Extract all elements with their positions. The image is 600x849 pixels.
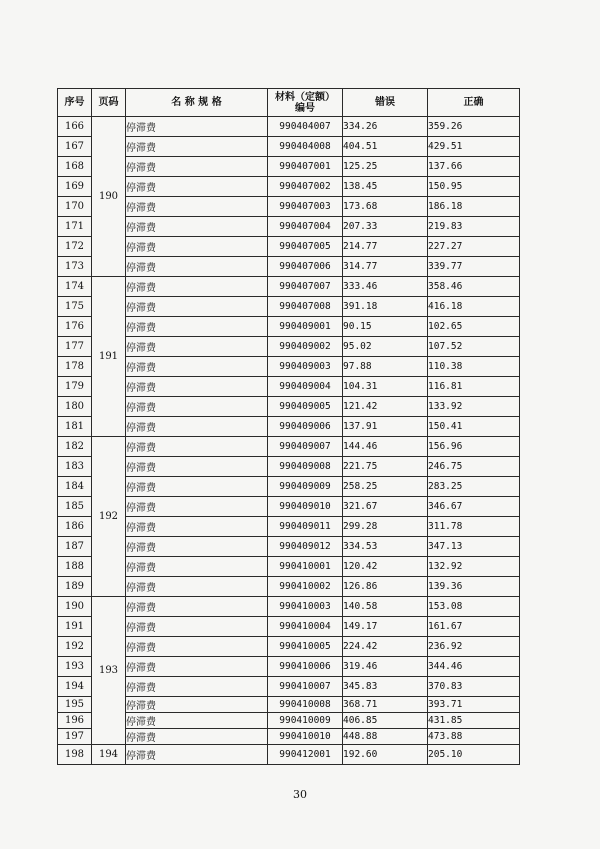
page-group-cell: 190 bbox=[92, 117, 126, 277]
correct-value-cell: 236.92 bbox=[428, 637, 520, 657]
seq-cell: 198 bbox=[58, 745, 92, 765]
table-row bbox=[58, 597, 520, 617]
code-cell: 990410001 bbox=[268, 557, 343, 577]
page-group-cell: 193 bbox=[92, 597, 126, 745]
wrong-value-cell: 207.33 bbox=[343, 217, 428, 237]
correct-value-cell: 133.92 bbox=[428, 397, 520, 417]
correct-value-cell: 416.18 bbox=[428, 297, 520, 317]
name-cell: 停滞费 bbox=[126, 237, 268, 257]
table-row bbox=[58, 517, 520, 537]
wrong-value-cell: 404.51 bbox=[343, 137, 428, 157]
name-cell: 停滞费 bbox=[126, 677, 268, 697]
name-cell: 停滞费 bbox=[126, 637, 268, 657]
name-cell: 停滞费 bbox=[126, 217, 268, 237]
correct-value-cell: 347.13 bbox=[428, 537, 520, 557]
table-row bbox=[58, 217, 520, 237]
table-row bbox=[58, 617, 520, 637]
wrong-value-cell: 126.86 bbox=[343, 577, 428, 597]
wrong-value-cell: 321.67 bbox=[343, 497, 428, 517]
correct-value-cell: 358.46 bbox=[428, 277, 520, 297]
table-row bbox=[58, 157, 520, 177]
code-cell: 990407004 bbox=[268, 217, 343, 237]
name-cell: 停滞费 bbox=[126, 297, 268, 317]
code-cell: 990410009 bbox=[268, 713, 343, 729]
wrong-value-cell: 319.46 bbox=[343, 657, 428, 677]
code-cell: 990410008 bbox=[268, 697, 343, 713]
name-cell: 停滞费 bbox=[126, 457, 268, 477]
header-wrong: 错误 bbox=[343, 89, 428, 117]
table-row bbox=[58, 697, 520, 713]
name-cell: 停滞费 bbox=[126, 197, 268, 217]
correct-value-cell: 150.95 bbox=[428, 177, 520, 197]
name-cell: 停滞费 bbox=[126, 437, 268, 457]
table-row bbox=[58, 677, 520, 697]
seq-cell: 181 bbox=[58, 417, 92, 437]
table-row bbox=[58, 577, 520, 597]
wrong-value-cell: 406.85 bbox=[343, 713, 428, 729]
seq-cell: 171 bbox=[58, 217, 92, 237]
seq-cell: 170 bbox=[58, 197, 92, 217]
seq-cell: 186 bbox=[58, 517, 92, 537]
wrong-value-cell: 221.75 bbox=[343, 457, 428, 477]
table-row bbox=[58, 745, 520, 765]
correct-value-cell: 473.88 bbox=[428, 729, 520, 745]
wrong-value-cell: 138.45 bbox=[343, 177, 428, 197]
correct-value-cell: 346.67 bbox=[428, 497, 520, 517]
correct-value-cell: 393.71 bbox=[428, 697, 520, 713]
seq-cell: 191 bbox=[58, 617, 92, 637]
table-row bbox=[58, 657, 520, 677]
correct-value-cell: 137.66 bbox=[428, 157, 520, 177]
name-cell: 停滞费 bbox=[126, 477, 268, 497]
header-name: 名 称 规 格 bbox=[126, 89, 268, 117]
correct-value-cell: 186.18 bbox=[428, 197, 520, 217]
correct-value-cell: 339.77 bbox=[428, 257, 520, 277]
code-cell: 990407005 bbox=[268, 237, 343, 257]
seq-cell: 178 bbox=[58, 357, 92, 377]
correct-value-cell: 107.52 bbox=[428, 337, 520, 357]
seq-cell: 169 bbox=[58, 177, 92, 197]
correct-value-cell: 219.83 bbox=[428, 217, 520, 237]
seq-cell: 185 bbox=[58, 497, 92, 517]
table-row bbox=[58, 637, 520, 657]
name-cell: 停滞费 bbox=[126, 713, 268, 729]
code-cell: 990404007 bbox=[268, 117, 343, 137]
seq-cell: 189 bbox=[58, 577, 92, 597]
code-cell: 990409012 bbox=[268, 537, 343, 557]
table-row bbox=[58, 713, 520, 729]
name-cell: 停滞费 bbox=[126, 377, 268, 397]
seq-cell: 167 bbox=[58, 137, 92, 157]
header-page: 页码 bbox=[92, 89, 126, 117]
wrong-value-cell: 299.28 bbox=[343, 517, 428, 537]
table-row bbox=[58, 177, 520, 197]
header-code-line2: 编号 bbox=[295, 102, 315, 114]
seq-cell: 187 bbox=[58, 537, 92, 557]
wrong-value-cell: 214.77 bbox=[343, 237, 428, 257]
name-cell: 停滞费 bbox=[126, 617, 268, 637]
table-row bbox=[58, 337, 520, 357]
code-cell: 990410004 bbox=[268, 617, 343, 637]
code-cell: 990410003 bbox=[268, 597, 343, 617]
table-row bbox=[58, 257, 520, 277]
name-cell: 停滞费 bbox=[126, 537, 268, 557]
name-cell: 停滞费 bbox=[126, 497, 268, 517]
code-cell: 990409004 bbox=[268, 377, 343, 397]
code-cell: 990409003 bbox=[268, 357, 343, 377]
wrong-value-cell: 391.18 bbox=[343, 297, 428, 317]
wrong-value-cell: 334.26 bbox=[343, 117, 428, 137]
code-cell: 990409011 bbox=[268, 517, 343, 537]
table-row bbox=[58, 357, 520, 377]
code-cell: 990409002 bbox=[268, 337, 343, 357]
code-cell: 990410007 bbox=[268, 677, 343, 697]
correct-value-cell: 139.36 bbox=[428, 577, 520, 597]
seq-cell: 196 bbox=[58, 713, 92, 729]
table-row bbox=[58, 557, 520, 577]
table-row bbox=[58, 537, 520, 557]
name-cell: 停滞费 bbox=[126, 597, 268, 617]
wrong-value-cell: 140.58 bbox=[343, 597, 428, 617]
seq-cell: 168 bbox=[58, 157, 92, 177]
page-group-cell: 192 bbox=[92, 437, 126, 597]
wrong-value-cell: 97.88 bbox=[343, 357, 428, 377]
code-cell: 990407008 bbox=[268, 297, 343, 317]
seq-cell: 177 bbox=[58, 337, 92, 357]
wrong-value-cell: 258.25 bbox=[343, 477, 428, 497]
table-row bbox=[58, 729, 520, 745]
wrong-value-cell: 368.71 bbox=[343, 697, 428, 713]
correct-value-cell: 110.38 bbox=[428, 357, 520, 377]
name-cell: 停滞费 bbox=[126, 417, 268, 437]
name-cell: 停滞费 bbox=[126, 277, 268, 297]
table-row bbox=[58, 117, 520, 137]
name-cell: 停滞费 bbox=[126, 697, 268, 713]
table-row bbox=[58, 237, 520, 257]
seq-cell: 188 bbox=[58, 557, 92, 577]
seq-cell: 180 bbox=[58, 397, 92, 417]
seq-cell: 173 bbox=[58, 257, 92, 277]
seq-cell: 190 bbox=[58, 597, 92, 617]
wrong-value-cell: 125.25 bbox=[343, 157, 428, 177]
wrong-value-cell: 149.17 bbox=[343, 617, 428, 637]
name-cell: 停滞费 bbox=[126, 557, 268, 577]
table-row bbox=[58, 277, 520, 297]
name-cell: 停滞费 bbox=[126, 397, 268, 417]
correct-value-cell: 359.26 bbox=[428, 117, 520, 137]
code-cell: 990409008 bbox=[268, 457, 343, 477]
code-cell: 990407006 bbox=[268, 257, 343, 277]
name-cell: 停滞费 bbox=[126, 157, 268, 177]
wrong-value-cell: 95.02 bbox=[343, 337, 428, 357]
code-cell: 990409010 bbox=[268, 497, 343, 517]
correct-value-cell: 153.08 bbox=[428, 597, 520, 617]
name-cell: 停滞费 bbox=[126, 117, 268, 137]
page-group-cell: 194 bbox=[92, 745, 126, 765]
name-cell: 停滞费 bbox=[126, 337, 268, 357]
table-row bbox=[58, 317, 520, 337]
code-cell: 990407002 bbox=[268, 177, 343, 197]
seq-cell: 175 bbox=[58, 297, 92, 317]
correct-value-cell: 132.92 bbox=[428, 557, 520, 577]
table-row bbox=[58, 457, 520, 477]
code-cell: 990412001 bbox=[268, 745, 343, 765]
code-cell: 990407007 bbox=[268, 277, 343, 297]
table-row bbox=[58, 417, 520, 437]
page-number: 30 bbox=[293, 788, 307, 801]
wrong-value-cell: 192.60 bbox=[343, 745, 428, 765]
seq-cell: 197 bbox=[58, 729, 92, 745]
page-group-cell: 191 bbox=[92, 277, 126, 437]
correct-value-cell: 431.85 bbox=[428, 713, 520, 729]
name-cell: 停滞费 bbox=[126, 577, 268, 597]
correct-value-cell: 227.27 bbox=[428, 237, 520, 257]
seq-cell: 194 bbox=[58, 677, 92, 697]
name-cell: 停滞费 bbox=[126, 745, 268, 765]
wrong-value-cell: 314.77 bbox=[343, 257, 428, 277]
wrong-value-cell: 144.46 bbox=[343, 437, 428, 457]
code-cell: 990409005 bbox=[268, 397, 343, 417]
correct-value-cell: 102.65 bbox=[428, 317, 520, 337]
correct-value-cell: 156.96 bbox=[428, 437, 520, 457]
correct-value-cell: 344.46 bbox=[428, 657, 520, 677]
header-code-line1: 材料（定额） bbox=[275, 91, 335, 103]
table-row bbox=[58, 497, 520, 517]
code-cell: 990407003 bbox=[268, 197, 343, 217]
table-row bbox=[58, 137, 520, 157]
code-cell: 990410002 bbox=[268, 577, 343, 597]
seq-cell: 183 bbox=[58, 457, 92, 477]
code-cell: 990407001 bbox=[268, 157, 343, 177]
table-row bbox=[58, 377, 520, 397]
code-cell: 990409007 bbox=[268, 437, 343, 457]
seq-cell: 192 bbox=[58, 637, 92, 657]
seq-cell: 179 bbox=[58, 377, 92, 397]
wrong-value-cell: 333.46 bbox=[343, 277, 428, 297]
wrong-value-cell: 121.42 bbox=[343, 397, 428, 417]
wrong-value-cell: 224.42 bbox=[343, 637, 428, 657]
table-row bbox=[58, 437, 520, 457]
seq-cell: 174 bbox=[58, 277, 92, 297]
correct-value-cell: 370.83 bbox=[428, 677, 520, 697]
wrong-value-cell: 173.68 bbox=[343, 197, 428, 217]
correct-value-cell: 116.81 bbox=[428, 377, 520, 397]
name-cell: 停滞费 bbox=[126, 177, 268, 197]
wrong-value-cell: 345.83 bbox=[343, 677, 428, 697]
table-header-row bbox=[58, 89, 520, 117]
table-row bbox=[58, 297, 520, 317]
seq-cell: 184 bbox=[58, 477, 92, 497]
code-cell: 990409001 bbox=[268, 317, 343, 337]
header-right: 正确 bbox=[428, 89, 520, 117]
seq-cell: 176 bbox=[58, 317, 92, 337]
wrong-value-cell: 334.53 bbox=[343, 537, 428, 557]
code-cell: 990410010 bbox=[268, 729, 343, 745]
correct-value-cell: 246.75 bbox=[428, 457, 520, 477]
code-cell: 990409006 bbox=[268, 417, 343, 437]
table-row bbox=[58, 397, 520, 417]
wrong-value-cell: 90.15 bbox=[343, 317, 428, 337]
correct-value-cell: 311.78 bbox=[428, 517, 520, 537]
wrong-value-cell: 448.88 bbox=[343, 729, 428, 745]
name-cell: 停滞费 bbox=[126, 517, 268, 537]
seq-cell: 193 bbox=[58, 657, 92, 677]
correct-value-cell: 283.25 bbox=[428, 477, 520, 497]
name-cell: 停滞费 bbox=[126, 657, 268, 677]
name-cell: 停滞费 bbox=[126, 729, 268, 745]
correct-value-cell: 205.10 bbox=[428, 745, 520, 765]
code-cell: 990409009 bbox=[268, 477, 343, 497]
header-code bbox=[268, 89, 343, 117]
correct-value-cell: 150.41 bbox=[428, 417, 520, 437]
seq-cell: 172 bbox=[58, 237, 92, 257]
table-row bbox=[58, 477, 520, 497]
code-cell: 990410006 bbox=[268, 657, 343, 677]
code-cell: 990410005 bbox=[268, 637, 343, 657]
wrong-value-cell: 137.91 bbox=[343, 417, 428, 437]
table-row bbox=[58, 197, 520, 217]
header-seq: 序号 bbox=[58, 89, 92, 117]
errata-table bbox=[57, 88, 520, 765]
code-cell: 990404008 bbox=[268, 137, 343, 157]
name-cell: 停滞费 bbox=[126, 137, 268, 157]
correct-value-cell: 429.51 bbox=[428, 137, 520, 157]
name-cell: 停滞费 bbox=[126, 317, 268, 337]
wrong-value-cell: 104.31 bbox=[343, 377, 428, 397]
correct-value-cell: 161.67 bbox=[428, 617, 520, 637]
wrong-value-cell: 120.42 bbox=[343, 557, 428, 577]
seq-cell: 195 bbox=[58, 697, 92, 713]
name-cell: 停滞费 bbox=[126, 257, 268, 277]
seq-cell: 166 bbox=[58, 117, 92, 137]
seq-cell: 182 bbox=[58, 437, 92, 457]
name-cell: 停滞费 bbox=[126, 357, 268, 377]
